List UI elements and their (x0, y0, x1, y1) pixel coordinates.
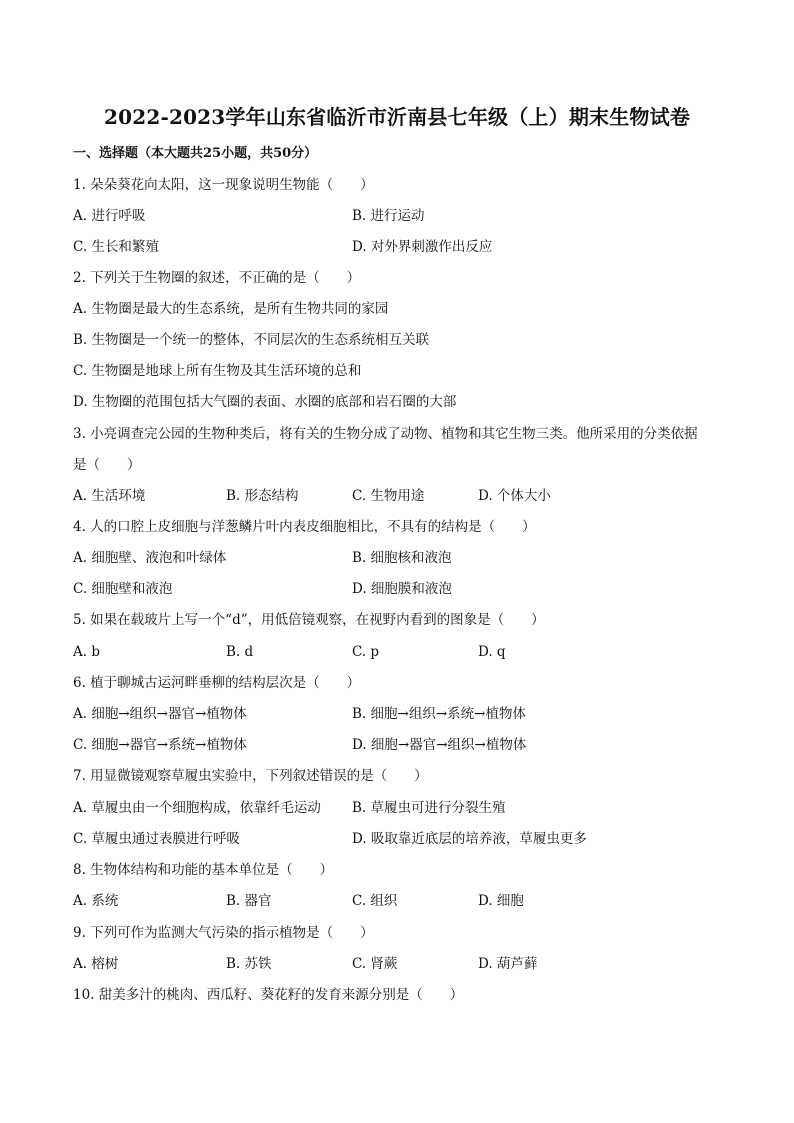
option-8a: A. 系统 (73, 893, 119, 909)
option-9c: C. 肾蕨 (352, 956, 398, 972)
option-2b: B. 生物圈是一个统一的整体，不同层次的生态系统相互关联 (73, 332, 430, 348)
option-6b: B. 细胞→组织→系统→植物体 (352, 706, 526, 722)
option-7b: B. 草履虫可进行分裂生殖 (352, 800, 506, 816)
question-stem-8: 8. 生物体结构和功能的基本单位是（ ） (73, 862, 334, 878)
option-5d: D. q (478, 644, 506, 660)
question-stem-3-cont: 是（ ） (73, 457, 141, 473)
option-7d: D. 吸取靠近底层的培养液，草履虫更多 (352, 831, 587, 847)
option-4a: A. 细胞壁、液泡和叶绿体 (73, 550, 227, 566)
question-stem-9: 9. 下列可作为监测大气污染的指示植物是（ ） (73, 925, 374, 941)
option-1d: D. 对外界刺激作出反应 (352, 239, 493, 255)
option-4d: D. 细胞膜和液泡 (352, 581, 452, 597)
option-1c: C. 生长和繁殖 (73, 239, 159, 255)
option-9d: D. 葫芦藓 (478, 956, 538, 972)
option-5c: C. p (352, 644, 380, 660)
question-stem-3: 3. 小亮调查完公园的生物种类后，将有关的生物分成了动物、植物和其它生物三类。他所采用的分类依据 (73, 426, 698, 442)
option-3c: C. 生物用途 (352, 488, 425, 504)
option-3a: A. 生活环境 (73, 488, 146, 504)
option-2a: A. 生物圈是最大的生态系统，是所有生物共同的家园 (73, 301, 389, 317)
question-stem-10: 10. 甜美多汁的桃肉、西瓜籽、葵花籽的发育来源分别是（ ） (73, 987, 464, 1003)
section-heading: 一、选择题（本大题共25小题，共50分） (73, 146, 318, 161)
option-2c: C. 生物圈是地球上所有生物及其生活环境的总和 (73, 363, 362, 379)
question-stem-1: 1. 朵朵葵花向太阳，这一现象说明生物能（ ） (73, 177, 374, 193)
option-7c: C. 草履虫通过表膜进行呼吸 (73, 831, 240, 847)
question-stem-2: 2. 下列关于生物圈的叙述，不正确的是（ ） (73, 270, 361, 286)
option-9a: A. 榕树 (73, 956, 119, 972)
option-1b: B. 进行运动 (352, 208, 425, 224)
option-1a: A. 进行呼吸 (73, 208, 146, 224)
option-6d: D. 细胞→器官→组织→植物体 (352, 737, 527, 753)
option-4c: C. 细胞壁和液泡 (73, 581, 173, 597)
option-5b: B. d (226, 644, 254, 660)
question-stem-5: 5. 如果在载玻片上写一个“d”，用低倍镜观察，在视野内看到的图象是（ ） (73, 612, 545, 628)
question-stem-4: 4. 人的口腔上皮细胞与洋葱鳞片叶内表皮细胞相比，不具有的结构是（ ） (73, 519, 536, 535)
option-8c: C. 组织 (352, 893, 398, 909)
option-2d: D. 生物圈的范围包括大气圈的表面、水圈的底部和岩石圈的大部 (73, 394, 457, 410)
option-3b: B. 形态结构 (226, 488, 299, 504)
page-title: 2022-2023学年山东省临沂市沂南县七年级（上）期末生物试卷 (103, 105, 691, 129)
option-5a: A. b (73, 644, 100, 660)
option-6c: C. 细胞→器官→系统→植物体 (73, 737, 247, 753)
option-9b: B. 苏铁 (226, 956, 272, 972)
option-3d: D. 个体大小 (478, 488, 551, 504)
option-8d: D. 细胞 (478, 893, 524, 909)
option-7a: A. 草履虫由一个细胞构成，依靠纤毛运动 (73, 800, 321, 816)
question-stem-7: 7. 用显微镜观察草履虫实验中，下列叙述错误的是（ ） (73, 768, 428, 784)
option-8b: B. 器官 (226, 893, 272, 909)
option-6a: A. 细胞→组织→器官→植物体 (73, 706, 247, 722)
option-4b: B. 细胞核和液泡 (352, 550, 452, 566)
question-stem-6: 6. 植于聊城古运河畔垂柳的结构层次是（ ） (73, 675, 361, 691)
